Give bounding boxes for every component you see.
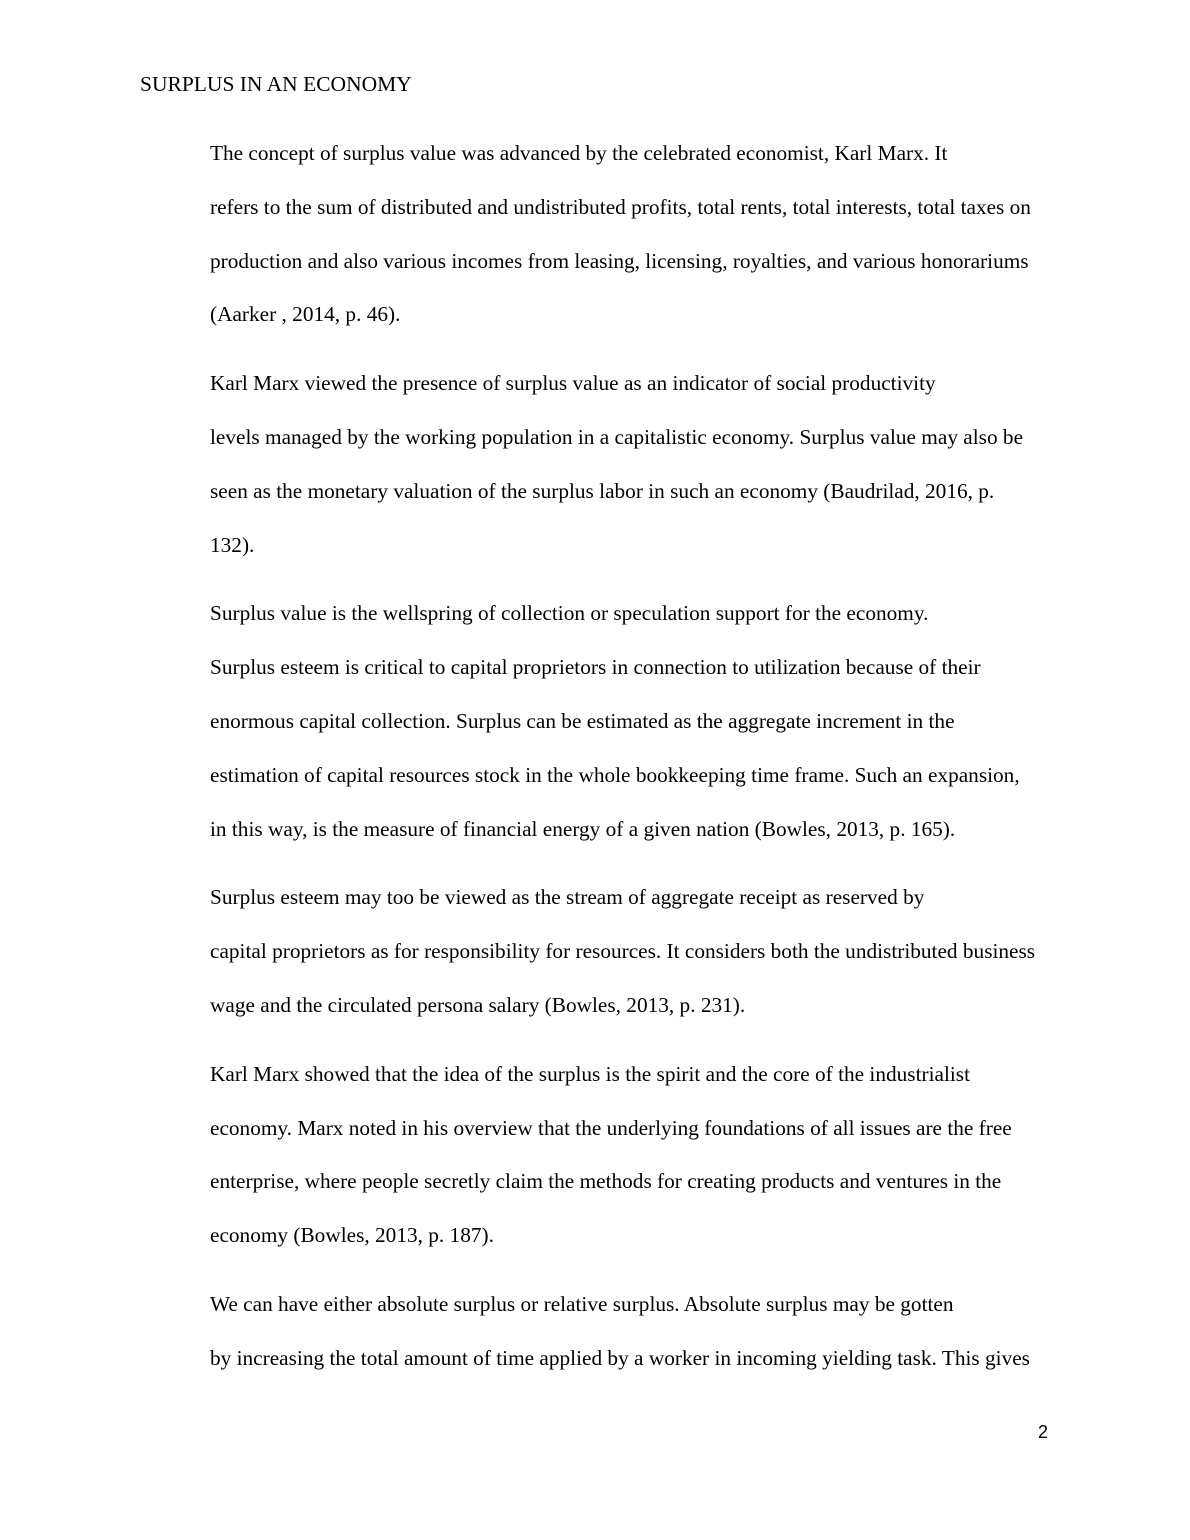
paragraph (140, 871, 1065, 1032)
text-line: The concept of surplus value was advanced by the celebrated economist, Karl Marx. It (210, 141, 948, 165)
text-line: production and also various incomes from leasing, licensing, royalties, and various honorariums (210, 248, 1029, 273)
text-line: economy. Marx noted in his overview that the underlying foundations of all issues are the free (210, 1115, 1012, 1140)
text-line: (Aarker , 2014, p. 46). (210, 302, 401, 327)
text-line: Surplus value is the wellspring of collection or speculation support for the economy. (210, 601, 929, 626)
paragraph (140, 1048, 1065, 1263)
text-line: We can have either absolute surplus or relative surplus. Absolute surplus may be gotten (210, 1291, 954, 1316)
paragraph (140, 1278, 1065, 1386)
text-line: wage and the circulated persona salary (Bowles, 2013, p. 231). (210, 992, 746, 1017)
text-line: capital proprietors as for responsibility for resources. It considers both the undistributed business (210, 939, 1036, 964)
text-line: levels managed by the working population in a capitalistic economy. Surplus value may also be (210, 424, 1024, 449)
running-head: SURPLUS IN AN ECONOMY (140, 72, 412, 96)
paragraph (140, 127, 1065, 342)
text-line: seen as the monetary valuation of the surplus labor in such an economy (Baudrilad, 2016, p. (210, 478, 995, 503)
text-line: Surplus esteem may too be viewed as the stream of aggregate receipt as reserved by (210, 885, 925, 910)
text-line: Surplus esteem is critical to capital proprietors in connection to utilization because of their (210, 655, 981, 680)
text-line: 132). (210, 532, 255, 557)
text-line: estimation of capital resources stock in the whole bookkeeping time frame. Such an expansion, (210, 762, 1020, 787)
text-line: enterprise, where people secretly claim the methods for creating products and ventures in the (210, 1169, 1002, 1194)
text-line: economy (Bowles, 2013, p. 187). (210, 1223, 494, 1248)
text-line: enormous capital collection. Surplus can be estimated as the aggregate increment in the (210, 708, 955, 733)
text-line: refers to the sum of distributed and undistributed profits, total rents, total interests, total taxes on (210, 194, 1031, 219)
text-line: Karl Marx viewed the presence of surplus value as an indicator of social productivity (210, 371, 936, 396)
body-text (140, 127, 1065, 1401)
paragraph (140, 357, 1065, 572)
text-line: Karl Marx showed that the idea of the surplus is the spirit and the core of the industrialist (210, 1061, 971, 1086)
text-line: in this way, is the measure of financial energy of a given nation (Bowles, 2013, p. 165). (210, 816, 956, 841)
page-number: 2 (1038, 1422, 1049, 1442)
paragraph (140, 587, 1065, 856)
text-line: by increasing the total amount of time applied by a worker in incoming yielding task. This gives (210, 1345, 1030, 1370)
